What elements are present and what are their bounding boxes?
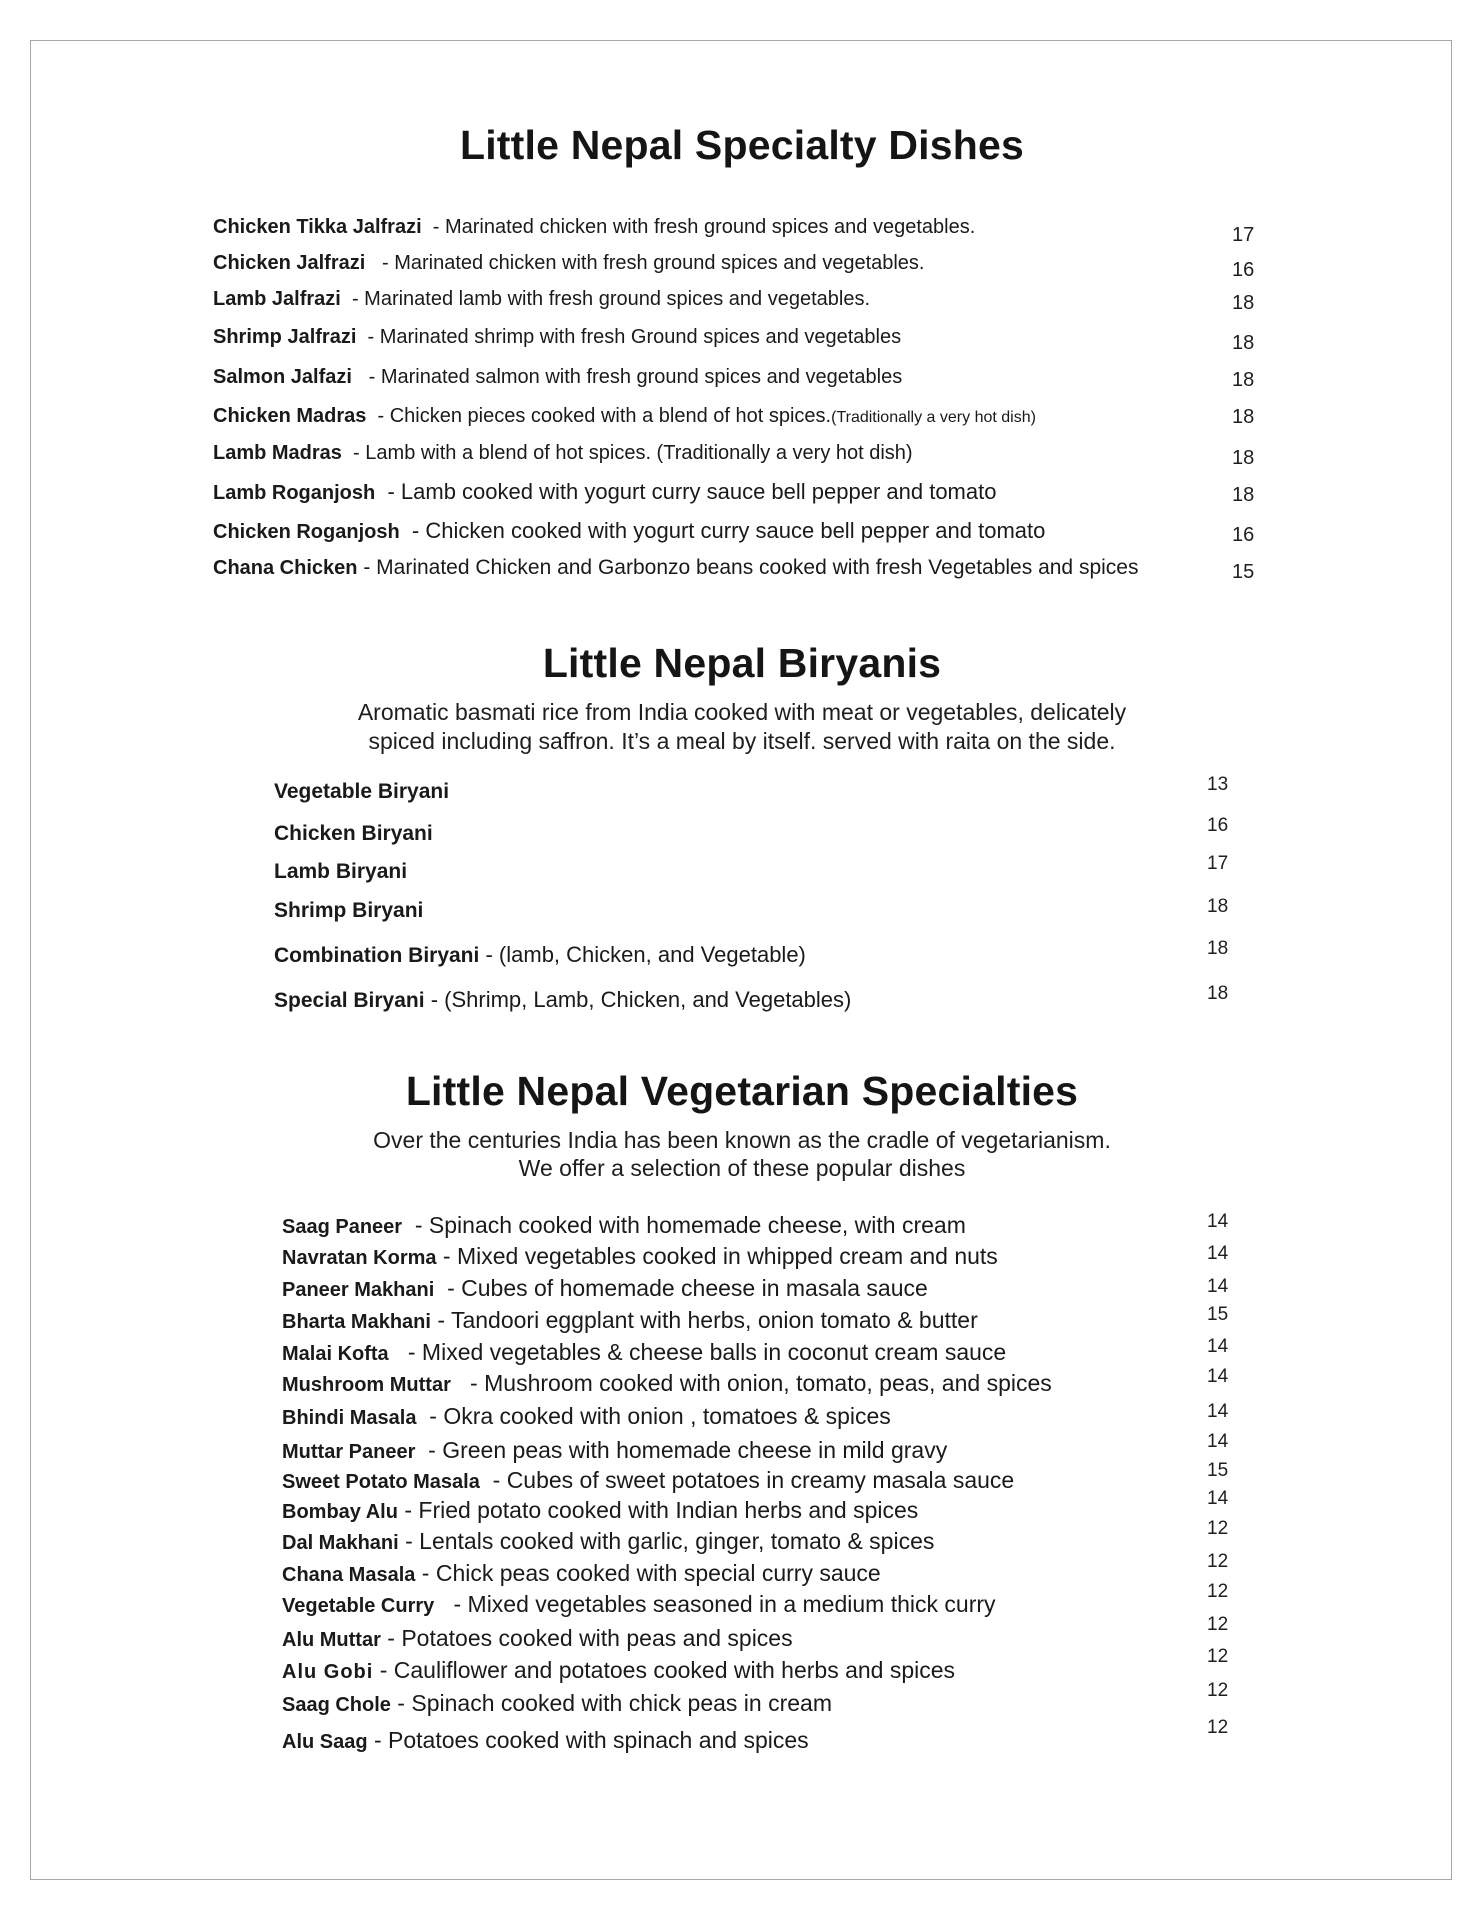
item-name: Chicken Jalfrazi: [213, 252, 366, 274]
item-description: Chicken pieces cooked with a blend of hot spices.: [389, 405, 832, 427]
item-description: Lentals cooked with garlic, ginger, tomato & spices: [419, 1528, 935, 1554]
item-separator: -: [416, 1403, 444, 1429]
item-price: 18: [1232, 332, 1255, 354]
menu-item: [282, 1591, 996, 1621]
item-separator: -: [380, 1625, 402, 1651]
item-name: Bombay Alu: [282, 1501, 398, 1523]
item-price: 14: [1207, 1488, 1229, 1509]
item-name: Sweet Potato Masala: [282, 1471, 480, 1493]
section-intro-line-1: Over the centuries India has been known as the cradle of vegetarianism.: [373, 1127, 1111, 1153]
section-title: Little Nepal Biryanis: [542, 640, 942, 686]
item-name: Chana Masala: [282, 1564, 416, 1586]
item-name: Chicken Tikka Jalfrazi: [213, 216, 422, 238]
item-description: Lamb cooked with yogurt curry sauce bell pepper and tomato: [400, 479, 997, 504]
menu-item: [282, 1727, 809, 1757]
item-price: 14: [1207, 1276, 1229, 1297]
item-price: 15: [1207, 1304, 1229, 1325]
item-separator: -: [375, 479, 401, 504]
menu-item: [282, 1625, 793, 1655]
item-separator: -: [397, 1497, 419, 1523]
item-description: Green peas with homemade cheese in mild gravy: [442, 1437, 948, 1463]
item-description: Mixed vegetables seasoned in a medium thick curry: [467, 1591, 996, 1617]
item-separator: -: [479, 942, 499, 967]
item-description: Marinated chicken with fresh ground spices and vegetables.: [394, 252, 925, 274]
item-separator: -: [450, 1370, 485, 1396]
item-name: Lamb Roganjosh: [213, 482, 376, 504]
item-description: Chicken cooked with yogurt curry sauce bell pepper and tomato: [425, 518, 1046, 543]
item-separator: -: [434, 1591, 468, 1617]
item-separator: -: [399, 518, 426, 543]
item-name: Malai Kofta: [282, 1343, 389, 1365]
menu-item: [282, 1243, 998, 1273]
item-name: Navratan Korma: [282, 1247, 437, 1269]
menu-item: [282, 1437, 947, 1467]
item-separator: -: [373, 1657, 394, 1683]
item-name: Bharta Makhani: [282, 1311, 431, 1333]
item-separator: -: [421, 216, 445, 238]
item-price: 12: [1207, 1680, 1229, 1701]
item-price: 12: [1207, 1518, 1229, 1539]
item-separator: -: [366, 405, 390, 427]
item-separator: -: [430, 1307, 451, 1333]
item-separator: -: [415, 1560, 436, 1586]
item-separator: -: [388, 1339, 422, 1365]
item-name: Alu Saag: [282, 1731, 368, 1753]
menu-item: [213, 366, 902, 396]
item-separator: -: [436, 1243, 457, 1269]
item-name: Dal Makhani: [282, 1532, 399, 1554]
item-description: Okra cooked with onion , tomatoes & spices: [443, 1403, 891, 1429]
item-price: 14: [1207, 1336, 1229, 1357]
item-description: Spinach cooked with homemade cheese, with cream: [428, 1212, 966, 1238]
menu-item: [282, 1212, 966, 1242]
item-description: Mixed vegetables & cheese balls in coconut cream sauce: [421, 1339, 1007, 1365]
item-name: Mushroom Muttar: [282, 1374, 451, 1396]
item-name: Chicken Madras: [213, 405, 367, 427]
item-price: 15: [1232, 561, 1255, 583]
item-name: Chicken Roganjosh: [213, 521, 400, 543]
menu-item: [274, 942, 806, 972]
item-separator: -: [402, 1212, 429, 1238]
item-description: Cauliflower and potatoes cooked with herbs and spices: [393, 1657, 956, 1683]
item-name: Chicken Biryani: [274, 822, 433, 845]
menu-item: [274, 897, 423, 927]
item-description: Spinach cooked with chick peas in cream: [411, 1690, 832, 1716]
item-description: (lamb, Chicken, and Vegetable): [498, 942, 806, 967]
menu-item: [282, 1560, 881, 1590]
item-name: Lamb Biryani: [274, 860, 408, 883]
menu-item: [282, 1307, 978, 1337]
item-price: 14: [1207, 1366, 1229, 1387]
item-description: Tandoori eggplant with herbs, onion tomato & butter: [450, 1307, 978, 1333]
item-description: Marinated lamb with fresh ground spices and vegetables.: [364, 288, 871, 310]
item-description: Marinated Chicken and Garbonzo beans cooked with fresh Vegetables and spices: [376, 556, 1139, 579]
item-separator: -: [415, 1437, 443, 1463]
item-separator: -: [357, 556, 377, 579]
item-price: 18: [1232, 484, 1255, 506]
item-price: 16: [1232, 524, 1255, 546]
menu-item: [213, 326, 901, 356]
item-price: 12: [1207, 1646, 1229, 1667]
item-description: Mushroom cooked with onion, tomato, peas, and spices: [484, 1370, 1052, 1396]
item-price: 12: [1207, 1551, 1229, 1572]
menu-item: [213, 556, 1138, 586]
menu-item: [282, 1403, 891, 1433]
item-note: (Traditionally a very hot dish): [831, 409, 1036, 426]
menu-item: [282, 1467, 1014, 1497]
menu-item: [213, 405, 1036, 435]
item-name: Lamb Jalfrazi: [213, 288, 341, 310]
section-title: Little Nepal Specialty Dishes: [459, 122, 1025, 168]
item-separator: -: [351, 366, 381, 388]
item-separator: -: [479, 1467, 507, 1493]
menu-item: [274, 987, 851, 1017]
item-separator: -: [424, 987, 445, 1012]
menu-item: [213, 479, 996, 509]
item-description: (Shrimp, Lamb, Chicken, and Vegetables): [444, 987, 852, 1012]
item-description: Mixed vegetables cooked in whipped cream and nuts: [456, 1243, 998, 1269]
menu-item: [213, 288, 870, 318]
item-separator: -: [340, 288, 365, 310]
item-description: Lamb with a blend of hot spices. (Traditionally a very hot dish): [365, 442, 913, 464]
menu-item: [282, 1690, 832, 1720]
item-price: 18: [1207, 896, 1229, 917]
item-price: 15: [1207, 1460, 1229, 1481]
item-price: 18: [1232, 369, 1255, 391]
item-price: 13: [1207, 774, 1229, 795]
menu-item: [274, 820, 433, 850]
item-name: Shrimp Jalfrazi: [213, 326, 357, 348]
item-description: Fried potato cooked with Indian herbs and spices: [418, 1497, 919, 1523]
item-separator: -: [398, 1528, 420, 1554]
item-name: Alu Muttar: [282, 1629, 381, 1651]
menu-item: [213, 442, 913, 472]
item-separator: -: [367, 1727, 389, 1753]
item-description: Potatoes cooked with spinach and spices: [388, 1727, 809, 1753]
item-name: Saag Chole: [282, 1694, 391, 1716]
menu-item: [282, 1370, 1052, 1400]
item-separator: -: [356, 326, 380, 348]
item-separator: -: [434, 1275, 462, 1301]
section-intro-line-1: Aromatic basmati rice from India cooked with meat or vegetables, delicately: [357, 699, 1127, 725]
item-price: 12: [1207, 1581, 1229, 1602]
item-name: Vegetable Curry: [282, 1595, 435, 1617]
item-name: Paneer Makhani: [282, 1279, 435, 1301]
item-price: 14: [1207, 1211, 1229, 1232]
item-name: Muttar Paneer: [282, 1441, 416, 1463]
item-name: Saag Paneer: [282, 1216, 403, 1238]
item-name: Lamb Madras: [213, 442, 342, 464]
item-name: Bhindi Masala: [282, 1407, 417, 1429]
item-price: 18: [1232, 292, 1255, 314]
item-price: 17: [1207, 853, 1229, 874]
menu-item: [282, 1657, 955, 1687]
item-separator: -: [341, 442, 366, 464]
item-price: 12: [1207, 1614, 1229, 1635]
item-price: 14: [1207, 1401, 1229, 1422]
menu-item: [274, 858, 407, 888]
menu-item: [274, 778, 449, 808]
menu-item: [282, 1275, 928, 1305]
item-name: Alu Gobi: [282, 1661, 374, 1683]
item-price: 14: [1207, 1431, 1229, 1452]
section-intro-line-2: We offer a selection of these popular dishes: [518, 1155, 966, 1181]
item-description: Chick peas cooked with special curry sauce: [435, 1560, 881, 1586]
item-price: 16: [1207, 815, 1229, 836]
item-separator: -: [390, 1690, 412, 1716]
item-description: Cubes of sweet potatoes in creamy masala sauce: [506, 1467, 1015, 1493]
item-description: Cubes of homemade cheese in masala sauce: [461, 1275, 928, 1301]
item-description: Potatoes cooked with peas and spices: [401, 1625, 793, 1651]
item-name: Special Biryani: [274, 989, 425, 1012]
item-price: 18: [1207, 983, 1229, 1004]
item-name: Combination Biryani: [274, 944, 480, 967]
item-price: 18: [1232, 406, 1255, 428]
item-price: 17: [1232, 224, 1255, 246]
item-description: Marinated chicken with fresh ground spices and vegetables.: [444, 216, 976, 238]
section-intro-line-2: spiced including saffron. It’s a meal by itself. served with raita on the side.: [368, 728, 1116, 754]
menu-item: [213, 216, 975, 246]
item-price: 18: [1207, 938, 1229, 959]
menu-item: [282, 1528, 934, 1558]
item-price: 12: [1207, 1717, 1229, 1738]
item-separator: -: [365, 252, 395, 274]
item-price: 18: [1232, 447, 1255, 469]
item-name: Shrimp Biryani: [274, 899, 424, 922]
menu-item: [213, 518, 1045, 548]
item-price: 16: [1232, 259, 1255, 281]
item-name: Salmon Jalfazi: [213, 366, 352, 388]
menu-item: [282, 1339, 1006, 1369]
section-title: Little Nepal Vegetarian Specialties: [405, 1068, 1079, 1114]
item-description: Marinated shrimp with fresh Ground spices and vegetables: [379, 326, 902, 348]
menu-item: [213, 252, 925, 282]
item-name: Chana Chicken: [213, 557, 358, 579]
item-price: 14: [1207, 1243, 1229, 1264]
item-description: Marinated salmon with fresh ground spices and vegetables: [380, 366, 903, 388]
menu-item: [282, 1497, 918, 1527]
item-name: Vegetable Biryani: [274, 780, 450, 803]
